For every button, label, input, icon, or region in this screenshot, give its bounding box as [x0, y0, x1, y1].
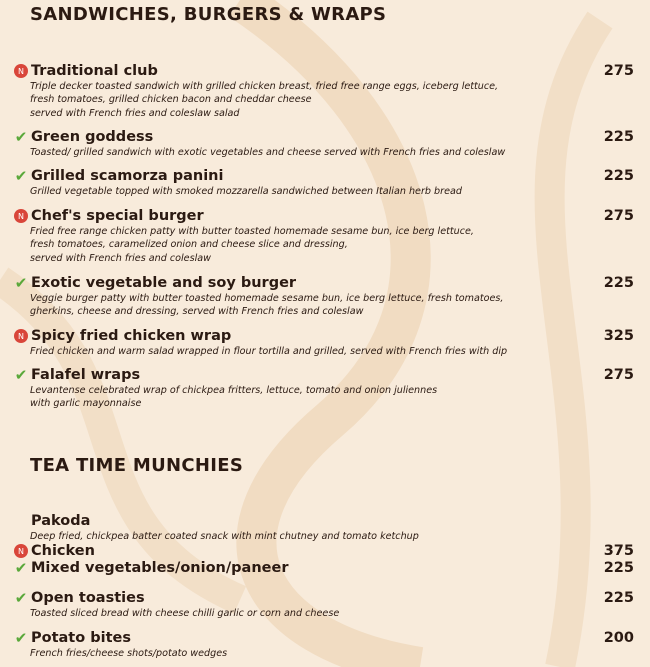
- item-price: 225: [603, 590, 634, 606]
- menu-item: [14, 327, 634, 358]
- item-name: Grilled scamorza panini: [31, 168, 224, 184]
- veg-leaf-icon: ✔: [14, 589, 28, 607]
- menu-item: [14, 207, 634, 265]
- menu-item: [14, 167, 634, 198]
- veg-leaf-icon: ✔: [14, 128, 28, 146]
- item-price: 325: [603, 328, 634, 344]
- item-description: Deep fried, chickpea batter coated snack with mint chutney and tomato ketchup: [30, 531, 419, 542]
- non-veg-icon: N: [14, 329, 28, 343]
- non-veg-icon: N: [14, 544, 28, 558]
- item-name: Chef's special burger: [31, 208, 204, 224]
- item-description: Veggie burger patty with butter toasted homemade sesame bun, ice berg lettuce, fresh tomatoes, gherkins, cheese and dressing, served with French fries and coleslaw: [30, 293, 504, 318]
- veg-leaf-icon: ✔: [14, 274, 28, 292]
- item-name: Falafel wraps: [31, 367, 141, 383]
- menu-item: [14, 559, 634, 577]
- item-price: 375: [603, 543, 634, 559]
- item-price: 275: [603, 63, 634, 79]
- section-title: TEA TIME MUNCHIES: [30, 455, 244, 476]
- item-price: 225: [603, 560, 634, 576]
- item-description: French fries/cheese shots/potato wedges: [30, 648, 228, 659]
- item-price: 225: [603, 129, 634, 145]
- item-description: Toasted sliced bread with cheese chilli garlic or corn and cheese: [30, 608, 340, 619]
- menu-item: [14, 542, 634, 560]
- menu-item: [14, 128, 634, 159]
- item-name: Spicy fried chicken wrap: [31, 328, 232, 344]
- veg-leaf-icon: ✔: [14, 559, 28, 577]
- menu-item: [14, 589, 634, 620]
- item-name: Pakoda: [31, 513, 91, 529]
- menu-item: [14, 366, 634, 411]
- menu-item: [14, 62, 634, 120]
- non-veg-icon: N: [14, 209, 28, 223]
- item-price: 200: [603, 630, 634, 646]
- item-description: Triple decker toasted sandwich with grilled chicken breast, fried free range eggs, iceberg lettuce, fresh tomatoes, grilled chicken bacon and cheddar cheese served with French fries and coleslaw salad: [30, 81, 499, 119]
- section-title: SANDWICHES, BURGERS & WRAPS: [30, 4, 387, 25]
- item-description: Grilled vegetable topped with smoked mozzarella sandwiched between Italian herb bread: [30, 186, 462, 197]
- veg-leaf-icon: ✔: [14, 167, 28, 185]
- item-description: Fried chicken and warm salad wrapped in flour tortilla and grilled, served with French fries with dip: [30, 346, 508, 357]
- item-price: 225: [603, 275, 634, 291]
- menu-item: [14, 512, 634, 543]
- non-veg-icon: N: [14, 64, 28, 78]
- item-name: Mixed vegetables/onion/paneer: [31, 560, 289, 576]
- item-name: Potato bites: [31, 630, 131, 646]
- menu-item: [14, 629, 634, 660]
- item-name: Traditional club: [31, 63, 158, 79]
- menu-item: [14, 274, 634, 319]
- item-name: Green goddess: [31, 129, 154, 145]
- item-price: 225: [603, 168, 634, 184]
- item-name: Chicken: [31, 543, 95, 559]
- item-description: Fried free range chicken patty with butter toasted homemade sesame bun, ice berg lettuce, fresh tomatoes, caramelized onion and cheese slice and dressing, served with French fries and coleslaw: [30, 226, 474, 264]
- item-price: 275: [603, 208, 634, 224]
- item-name: Open toasties: [31, 590, 145, 606]
- veg-leaf-icon: ✔: [14, 629, 28, 647]
- veg-leaf-icon: ✔: [14, 366, 28, 384]
- item-description: Toasted/ grilled sandwich with exotic vegetables and cheese served with French fries and coleslaw: [30, 147, 506, 158]
- item-price: 275: [603, 367, 634, 383]
- item-description: Levantense celebrated wrap of chickpea fritters, lettuce, tomato and onion juliennes with garlic mayonnaise: [30, 385, 438, 410]
- item-name: Exotic vegetable and soy burger: [31, 275, 297, 291]
